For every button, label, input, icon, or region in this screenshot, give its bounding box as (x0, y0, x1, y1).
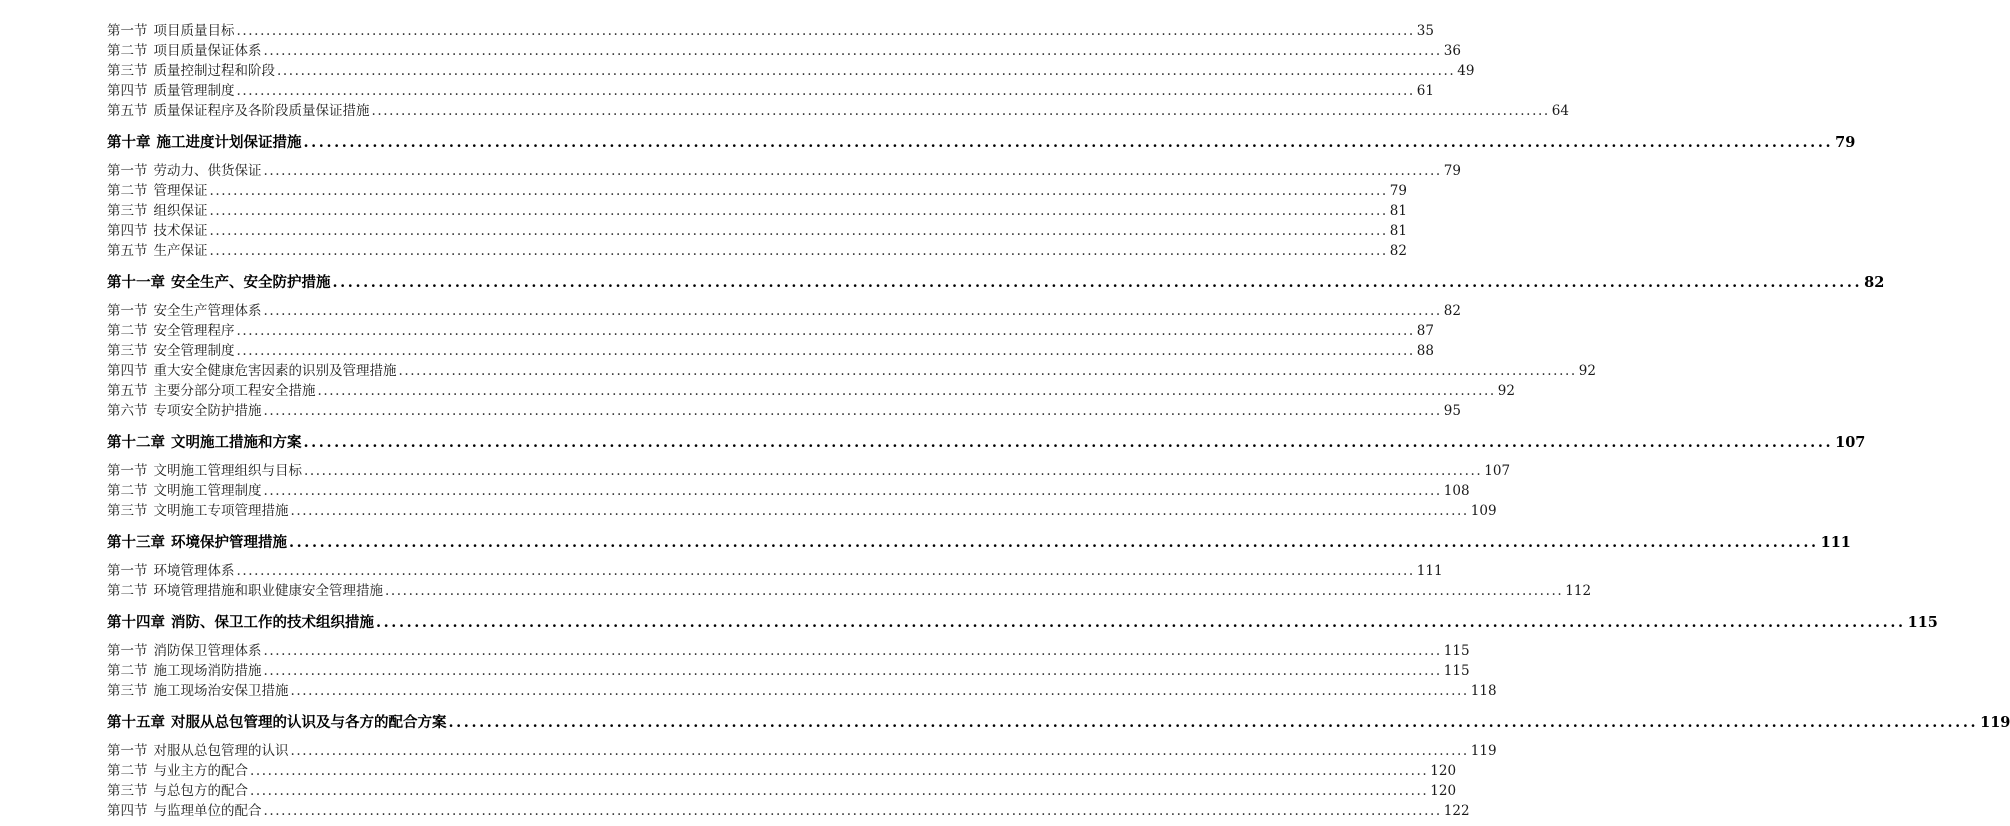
chapter-title: 环境保护管理措施 (171, 534, 287, 551)
section-title: 施工现场消防措施 (153, 663, 262, 679)
dot-leader: ........................................................................................................................................................................................................ (263, 643, 1442, 659)
toc-chapter-entry[interactable] (107, 131, 1856, 155)
toc-section-entry[interactable] (107, 681, 1497, 701)
table-of-contents (107, 21, 2010, 821)
section-number: 第二节 (107, 583, 148, 599)
section-title: 施工现场治安保卫措施 (153, 683, 289, 699)
section-title: 文明施工管理制度 (153, 483, 262, 499)
page-number: 119 (1470, 743, 1497, 759)
page-number: 108 (1443, 483, 1470, 499)
page-number: 118 (1470, 683, 1497, 699)
toc-section-entry[interactable] (107, 81, 1434, 101)
dot-leader: ........................................................................................................................................................................................................ (317, 383, 1496, 399)
page-number: 122 (1443, 803, 1470, 819)
page-number: 64 (1551, 103, 1569, 119)
chapter-number: 第十一章 (107, 274, 165, 291)
section-number: 第四节 (107, 803, 148, 819)
section-number: 第四节 (107, 363, 148, 379)
toc-section-entry[interactable] (107, 321, 1434, 341)
page-number: 115 (1907, 614, 1938, 631)
page-number: 107 (1484, 463, 1511, 479)
page-number: 107 (1835, 434, 1866, 451)
toc-section-entry[interactable] (107, 41, 1461, 61)
section-title: 安全管理制度 (153, 343, 235, 359)
section-title: 与总包方的配合 (153, 783, 248, 799)
page-number: 79 (1389, 183, 1407, 199)
section-title: 重大安全健康危害因素的识别及管理措施 (153, 363, 397, 379)
page-number: 79 (1443, 163, 1461, 179)
toc-section-entry[interactable] (107, 221, 1407, 241)
section-number: 第一节 (107, 23, 148, 39)
page-number: 35 (1416, 23, 1434, 39)
page-number: 82 (1443, 303, 1461, 319)
chapter-number: 第十四章 (107, 614, 165, 631)
page-number: 115 (1443, 663, 1470, 679)
toc-chapter-entry[interactable] (107, 431, 1866, 455)
dot-leader: ........................................................................................................................................................................................................ (209, 203, 1388, 219)
page-number: 49 (1457, 63, 1475, 79)
section-number: 第三节 (107, 63, 148, 79)
dot-leader: ........................................................................................................................................................................................................ (236, 343, 1415, 359)
section-title: 组织保证 (153, 203, 208, 219)
section-title: 质量保证程序及各阶段质量保证措施 (153, 103, 370, 119)
section-number: 第二节 (107, 763, 148, 779)
chapter-title: 安全生产、安全防护措施 (171, 274, 331, 291)
dot-leader: ........................................................................................................................................................................................................ (263, 163, 1442, 179)
dot-leader: ........................................................................................................................................................................................................ (263, 483, 1442, 499)
toc-section-entry[interactable] (107, 341, 1434, 361)
section-number: 第四节 (107, 83, 148, 99)
section-number: 第二节 (107, 483, 148, 499)
section-title: 文明施工专项管理措施 (153, 503, 289, 519)
section-number: 第六节 (107, 403, 148, 419)
toc-section-entry[interactable] (107, 781, 1457, 801)
dot-leader: ........................................................................................................................................................................................................ (236, 563, 1415, 579)
section-number: 第二节 (107, 323, 148, 339)
dot-leader: ........................................................................................................................................................................................................ (304, 463, 1483, 479)
toc-section-entry[interactable] (107, 741, 1497, 761)
chapter-title: 施工进度计划保证措施 (156, 134, 302, 151)
toc-section-entry[interactable] (107, 241, 1407, 261)
page-number: 112 (1565, 583, 1592, 599)
dot-leader: ........................................................................................................................................................................................................ (263, 663, 1442, 679)
page-number: 120 (1430, 783, 1457, 799)
toc-section-entry[interactable] (107, 481, 1470, 501)
section-number: 第一节 (107, 643, 148, 659)
page-number: 82 (1864, 274, 1885, 291)
dot-leader: ........................................................................................................................................................................................................ (263, 303, 1442, 319)
section-title: 安全生产管理体系 (153, 303, 262, 319)
section-number: 第一节 (107, 563, 148, 579)
dot-leader: ........................................................................................................................................................................................................ (236, 83, 1415, 99)
section-title: 劳动力、供货保证 (153, 163, 262, 179)
dot-leader: ........................................................................................................................................................................................................ (209, 223, 1388, 239)
section-title: 技术保证 (153, 223, 208, 239)
section-number: 第五节 (107, 103, 148, 119)
toc-chapter-entry[interactable] (107, 271, 1885, 295)
dot-leader: ........................................................................................................................................................................................................ (277, 63, 1456, 79)
toc-section-entry[interactable] (107, 161, 1461, 181)
section-title: 与业主方的配合 (153, 763, 248, 779)
dot-leader: ........................................................................................................................................................................................................ (398, 363, 1577, 379)
page-number: 95 (1443, 403, 1461, 419)
section-title: 消防保卫管理体系 (153, 643, 262, 659)
page-number: 120 (1430, 763, 1457, 779)
dot-leader: ........................................................................................................................................................................................................ (236, 323, 1415, 339)
section-number: 第一节 (107, 743, 148, 759)
dot-leader: ........................................................................................................................................................................................................ (448, 714, 1979, 731)
page-number: 82 (1389, 243, 1407, 259)
chapter-title: 文明施工措施和方案 (171, 434, 302, 451)
dot-leader: ........................................................................................................................................................................................................ (263, 403, 1442, 419)
toc-section-entry[interactable] (107, 181, 1407, 201)
dot-leader: ........................................................................................................................................................................................................ (303, 434, 1834, 451)
section-title: 生产保证 (153, 243, 208, 259)
section-title: 环境管理体系 (153, 563, 235, 579)
section-title: 专项安全防护措施 (153, 403, 262, 419)
page-number: 79 (1835, 134, 1856, 151)
dot-leader: ........................................................................................................................................................................................................ (263, 803, 1442, 819)
section-title: 与监理单位的配合 (153, 803, 262, 819)
toc-section-entry[interactable] (107, 641, 1470, 661)
section-title: 环境管理措施和职业健康安全管理措施 (153, 583, 383, 599)
section-number: 第一节 (107, 303, 148, 319)
dot-leader: ........................................................................................................................................................................................................ (303, 134, 1834, 151)
dot-leader: ........................................................................................................................................................................................................ (289, 534, 1819, 551)
dot-leader: ........................................................................................................................................................................................................ (290, 503, 1469, 519)
page-number: 88 (1416, 343, 1434, 359)
page-number: 111 (1416, 563, 1443, 579)
section-title: 主要分部分项工程安全措施 (153, 383, 316, 399)
dot-leader: ........................................................................................................................................................................................................ (209, 183, 1388, 199)
dot-leader: ........................................................................................................................................................................................................ (250, 783, 1429, 799)
chapter-title: 对服从总包管理的认识及与各方的配合方案 (171, 714, 447, 731)
page-number: 109 (1470, 503, 1497, 519)
dot-leader: ........................................................................................................................................................................................................ (332, 274, 1863, 291)
page-number: 61 (1416, 83, 1434, 99)
chapter-number: 第十二章 (107, 434, 165, 451)
section-number: 第三节 (107, 503, 148, 519)
page-number: 115 (1443, 643, 1470, 659)
chapter-number: 第十五章 (107, 714, 165, 731)
section-title: 项目质量目标 (153, 23, 235, 39)
dot-leader: ........................................................................................................................................................................................................ (236, 23, 1415, 39)
dot-leader: ........................................................................................................................................................................................................ (290, 683, 1469, 699)
chapter-number: 第十章 (107, 134, 151, 151)
toc-section-entry[interactable] (107, 581, 1592, 601)
section-title: 项目质量保证体系 (153, 43, 262, 59)
dot-leader: ........................................................................................................................................................................................................ (376, 614, 1906, 631)
dot-leader: ........................................................................................................................................................................................................ (250, 763, 1429, 779)
section-number: 第四节 (107, 223, 148, 239)
toc-section-entry[interactable] (107, 501, 1497, 521)
section-number: 第三节 (107, 683, 148, 699)
dot-leader: ........................................................................................................................................................................................................ (290, 743, 1469, 759)
page-number: 111 (1820, 534, 1851, 551)
section-title: 文明施工管理组织与目标 (153, 463, 302, 479)
section-number: 第五节 (107, 243, 148, 259)
dot-leader: ........................................................................................................................................................................................................ (263, 43, 1442, 59)
section-title: 对服从总包管理的认识 (153, 743, 289, 759)
toc-section-entry[interactable] (107, 201, 1407, 221)
section-title: 质量控制过程和阶段 (153, 63, 275, 79)
section-number: 第二节 (107, 43, 148, 59)
toc-section-entry[interactable] (107, 101, 1569, 121)
section-number: 第一节 (107, 463, 148, 479)
section-number: 第三节 (107, 783, 148, 799)
dot-leader: ........................................................................................................................................................................................................ (371, 103, 1550, 119)
toc-section-entry[interactable] (107, 21, 1434, 41)
section-number: 第三节 (107, 343, 148, 359)
page-number: 81 (1389, 203, 1407, 219)
page-number: 87 (1416, 323, 1434, 339)
section-title: 质量管理制度 (153, 83, 235, 99)
chapter-title: 消防、保卫工作的技术组织措施 (171, 614, 374, 631)
toc-chapter-entry[interactable] (107, 531, 1851, 555)
section-number: 第一节 (107, 163, 148, 179)
page-number: 36 (1443, 43, 1461, 59)
toc-section-entry[interactable] (107, 661, 1470, 681)
toc-chapter-entry[interactable] (107, 611, 1938, 635)
toc-section-entry[interactable] (107, 461, 1511, 481)
toc-section-entry[interactable] (107, 801, 1470, 821)
dot-leader: ........................................................................................................................................................................................................ (209, 243, 1388, 259)
section-number: 第三节 (107, 203, 148, 219)
page-number: 119 (1980, 714, 2010, 731)
chapter-number: 第十三章 (107, 534, 165, 551)
toc-section-entry[interactable] (107, 381, 1515, 401)
section-title: 管理保证 (153, 183, 208, 199)
toc-section-entry[interactable] (107, 761, 1457, 781)
dot-leader: ........................................................................................................................................................................................................ (385, 583, 1564, 599)
section-number: 第二节 (107, 183, 148, 199)
page-number: 92 (1578, 363, 1596, 379)
toc-section-entry[interactable] (107, 561, 1443, 581)
page-number: 92 (1497, 383, 1515, 399)
section-title: 安全管理程序 (153, 323, 235, 339)
toc-section-entry[interactable] (107, 361, 1596, 381)
section-number: 第五节 (107, 383, 148, 399)
toc-section-entry[interactable] (107, 401, 1461, 421)
toc-section-entry[interactable] (107, 301, 1461, 321)
page-number: 81 (1389, 223, 1407, 239)
toc-section-entry[interactable] (107, 61, 1475, 81)
section-number: 第二节 (107, 663, 148, 679)
toc-chapter-entry[interactable] (107, 711, 2010, 735)
